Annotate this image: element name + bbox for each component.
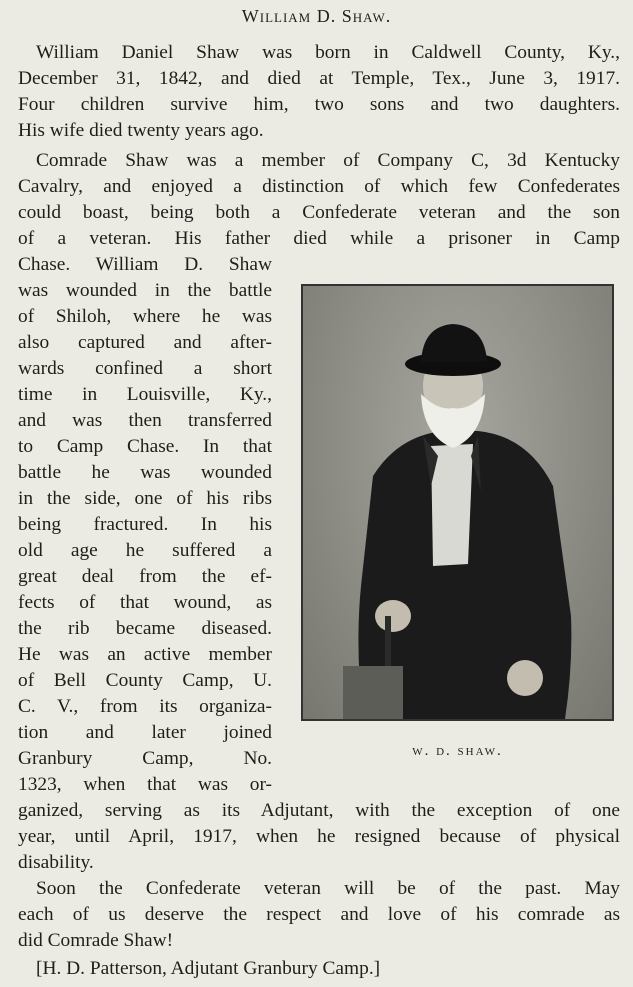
text-line: tion and later joined [18, 722, 272, 743]
text-line: 1323, when that was or- [18, 774, 272, 795]
text-line: of Shiloh, where he was [18, 306, 272, 327]
portrait-photo [301, 284, 614, 721]
text-line: fects of that wound, as [18, 592, 272, 613]
text-line: of a veteran. His father died while a prisoner in Camp [18, 228, 620, 249]
text-line: to Camp Chase. In that [18, 436, 272, 457]
text-line: [H. D. Patterson, Adjutant Granbury Camp.] [36, 958, 381, 979]
text-line: the rib became diseased. [18, 618, 272, 639]
text-line: wards confined a short [18, 358, 272, 379]
text-line: December 31, 1842, and died at Temple, Tex., June 3, 1917. [18, 68, 620, 89]
text-line: was wounded in the battle [18, 280, 272, 301]
text-line: battle he was wounded [18, 462, 272, 483]
text-line: Comrade Shaw was a member of Company C, 3d Kentucky [36, 150, 620, 171]
text-line: He was an active member [18, 644, 272, 665]
text-line: His wife died twenty years ago. [18, 120, 264, 141]
text-line: year, until April, 1917, when he resigned because of physical [18, 826, 620, 847]
article-title: William D. Shaw. [241, 6, 392, 26]
text-line: did Comrade Shaw! [18, 930, 174, 951]
text-line: of Bell County Camp, U. [18, 670, 272, 691]
photo-caption: w. d. shaw. [412, 743, 503, 759]
text-line: could boast, being both a Confederate veteran and the son [18, 202, 620, 223]
text-line: William Daniel Shaw was born in Caldwell County, Ky., [36, 42, 620, 63]
text-line: disability. [18, 852, 94, 873]
text-line: great deal from the ef- [18, 566, 272, 587]
text-line: in the side, one of his ribs [18, 488, 272, 509]
text-line: each of us deserve the respect and love of his comrade as [18, 904, 620, 925]
text-line: time in Louisville, Ky., [18, 384, 272, 405]
text-line: Chase. William D. Shaw [18, 254, 272, 275]
text-line: also captured and after- [18, 332, 272, 353]
portrait-illustration [303, 286, 612, 719]
text-line: Granbury Camp, No. [18, 748, 272, 769]
text-line: C. V., from its organiza- [18, 696, 272, 717]
text-line: ganized, serving as its Adjutant, with the exception of one [18, 800, 620, 821]
text-line: Cavalry, and enjoyed a distinction of which few Confederates [18, 176, 620, 197]
text-line: being fractured. In his [18, 514, 272, 535]
text-line: Soon the Confederate veteran will be of the past. May [36, 878, 620, 899]
text-line: Four children survive him, two sons and two daughters. [18, 94, 620, 115]
text-line: old age he suffered a [18, 540, 272, 561]
text-line: and was then transferred [18, 410, 272, 431]
